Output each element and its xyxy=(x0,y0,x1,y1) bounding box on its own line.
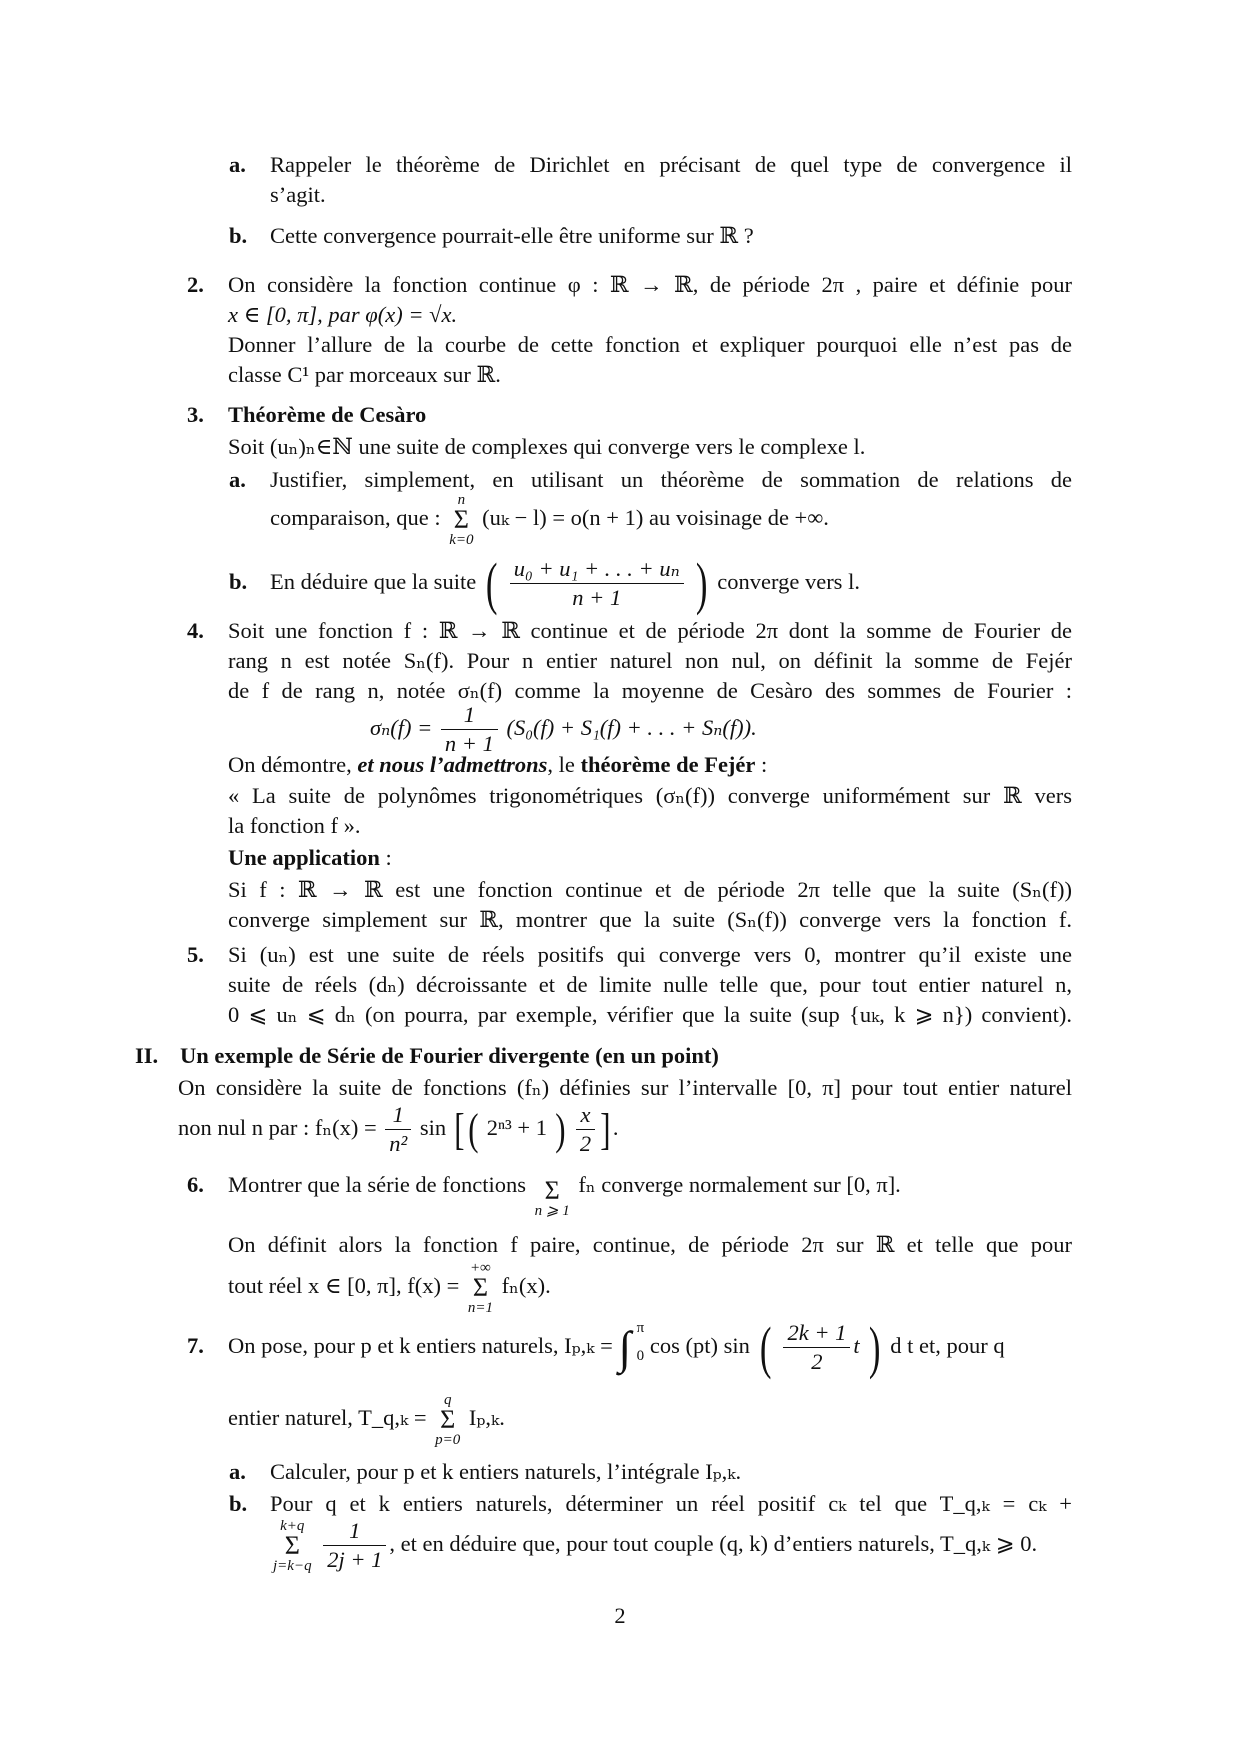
q3b-den: n + 1 xyxy=(572,585,622,611)
q7-frac-num: 2k + 1 xyxy=(783,1319,850,1348)
q7b-frac-den: 2j + 1 xyxy=(327,1547,383,1573)
section2-frac2-den: 2 xyxy=(579,1131,592,1157)
q7b-line2 xyxy=(270,1512,1037,1576)
q3b-line xyxy=(270,550,860,614)
q7-frac-t: t xyxy=(853,1333,860,1358)
q3b-pre: En déduire que la suite xyxy=(270,569,477,594)
section2-inner: 2ⁿ³ + 1 xyxy=(486,1115,547,1140)
q7-line2-post: Iₚ,ₖ. xyxy=(468,1405,505,1430)
q6-sum-bottom: n ⩾ 1 xyxy=(534,1202,570,1219)
q5-label: 5. xyxy=(187,942,204,967)
q3-label: 3. xyxy=(187,402,204,427)
q4-label: 4. xyxy=(187,618,204,643)
page-number: 2 xyxy=(614,1603,626,1628)
q7-sum-top: q xyxy=(443,1391,452,1408)
q1a-line2: s’agit. xyxy=(270,182,326,207)
left-paren-icon: ( xyxy=(468,1104,479,1154)
section2-sin: sin xyxy=(419,1115,447,1140)
section2-frac2-num: x xyxy=(576,1101,595,1130)
q6-def2-post: fₙ(x). xyxy=(501,1273,551,1298)
q4-adm-2: et nous l’admettrons xyxy=(357,752,548,777)
q4-line1: Soit une fonction f : ℝ → ℝ continue et de période 2π dont la somme de Fourier de xyxy=(228,618,1072,643)
q6-line xyxy=(228,1160,901,1219)
q6-def2-pre: tout réel x ∈ [0, π], f(x) = xyxy=(228,1273,460,1298)
q7b-line1: Pour q et k entiers naturels, déterminer un réel positif cₖ tel que T_q,ₖ = cₖ + xyxy=(270,1491,1072,1516)
q7-integrand: cos (pt) sin xyxy=(649,1333,750,1358)
q3b-fraction xyxy=(510,555,684,612)
q1b-text: Cette convergence pourrait-elle être uniforme sur ℝ ? xyxy=(270,223,754,248)
q4-formula-den: n + 1 xyxy=(444,731,494,757)
q6-pre: Montrer que la série de fonctions xyxy=(228,1172,527,1197)
q4-formula-num: 1 xyxy=(441,701,498,730)
q7-int-bottom: 0 xyxy=(636,1347,645,1364)
q4-app1: Si f : ℝ → ℝ est une fonction continue et de période 2π telle que la suite (Sₙ(f)) xyxy=(228,877,1072,902)
q2-label: 2. xyxy=(187,272,204,297)
section2-label: II. xyxy=(135,1043,159,1068)
left-paren-icon: ( xyxy=(759,1314,771,1380)
q1b-label: b. xyxy=(229,223,248,248)
q6-def2 xyxy=(228,1258,551,1316)
q7-int-limits xyxy=(637,1320,645,1376)
q7-frac-den: 2 xyxy=(811,1349,823,1375)
q5-line3: 0 ⩽ uₙ ⩽ dₙ (on pourra, par exemple, vérifier que la suite (sup {uₖ, k ⩾ n}) convient). xyxy=(228,1002,1072,1027)
q3b-post: converge vers l. xyxy=(717,569,860,594)
q1a-line1: Rappeler le théorème de Dirichlet en précisant de quel type de convergence il xyxy=(270,152,1072,177)
section2-line1: On considère la suite de fonctions (fₙ) définies sur l’intervalle [0, π] pour tout entier naturel xyxy=(178,1075,1072,1100)
q6-def2-bottom: n=1 xyxy=(467,1299,494,1316)
q1a-label: a. xyxy=(229,152,246,177)
sigma-icon: Σ xyxy=(453,505,469,534)
q7b-sum xyxy=(273,1518,312,1574)
integral-icon: ∫ xyxy=(618,1321,632,1373)
q4-quote2: la fonction f ». xyxy=(228,813,361,838)
q6-sum xyxy=(534,1175,570,1219)
q3a-sum-top: n xyxy=(457,492,466,508)
q7a-text: Calculer, pour p et k entiers naturels, l’intégrale Iₚ,ₖ. xyxy=(270,1459,742,1484)
q7b-frac xyxy=(323,1517,386,1574)
q6-post: fₙ converge normalement sur [0, π]. xyxy=(578,1172,901,1197)
q3a-line2-pre: comparaison, que : xyxy=(270,505,441,531)
q3a-line2 xyxy=(270,492,829,548)
q4-adm-1: On démontre, xyxy=(228,752,352,777)
section2-title: Un exemple de Série de Fourier divergente (en un point) xyxy=(180,1043,719,1068)
q7b-frac-num: 1 xyxy=(323,1517,386,1546)
sigma-icon: Σ xyxy=(440,1404,456,1434)
sigma-icon: Σ xyxy=(544,1175,560,1205)
right-paren-icon: ) xyxy=(696,550,708,616)
q7b-sum-top: k+q xyxy=(280,1517,305,1534)
section2-frac1-num: 1 xyxy=(385,1101,411,1130)
q6-def1: On définit alors la fonction f paire, continue, de période 2π sur ℝ et telle que pour xyxy=(228,1232,1072,1257)
q7-int-top: π xyxy=(636,1319,645,1336)
sigma-icon: Σ xyxy=(284,1530,300,1560)
q2-line4: classe C¹ par morceaux sur ℝ. xyxy=(228,362,501,387)
q7-label: 7. xyxy=(187,1333,204,1358)
q3a-sum xyxy=(449,492,473,548)
q7-sum-bottom: p=0 xyxy=(435,1431,461,1448)
right-paren-icon: ) xyxy=(554,1104,566,1154)
right-bracket-icon: ] xyxy=(600,1104,611,1154)
q7-sum xyxy=(435,1392,460,1448)
q7-frac xyxy=(783,1319,850,1376)
q7-line1 xyxy=(228,1314,1005,1378)
q6-label: 6. xyxy=(187,1172,204,1197)
section2-line2-pre: non nul n par : fₙ(x) = xyxy=(178,1115,377,1140)
left-paren-icon: ( xyxy=(485,550,498,616)
q7b-line2-post: , et en déduire que, pour tout couple (q, k) d’entiers naturels, T_q,ₖ ⩾ 0. xyxy=(389,1531,1038,1556)
q4-app2: converge simplement sur ℝ, montrer que la suite (Sₙ(f)) converge vers la fonction f. xyxy=(228,907,1072,932)
q4-formula-lhs: σₙ(f) = xyxy=(370,715,433,740)
q2-line2: x ∈ [0, π], par φ(x) = √x. xyxy=(228,302,458,327)
section2-line2 xyxy=(178,1098,618,1158)
q3a-line2-post: (uₖ − l) = o(n + 1) au voisinage de +∞. xyxy=(482,505,829,531)
q7-line2 xyxy=(228,1390,505,1448)
q7a-label: a. xyxy=(229,1459,246,1484)
q5-line1: Si (uₙ) est une suite de réels positifs qui converge vers 0, montrer qu’il existe une xyxy=(228,942,1072,967)
q4-line3: de f de rang n, notée σₙ(f) comme la moyenne de Cesàro des sommes de Fourier : xyxy=(228,678,1072,703)
q7b-sum-bottom: j=k−q xyxy=(273,1557,312,1574)
q4-adm-3: , le xyxy=(547,752,575,777)
sigma-icon: Σ xyxy=(472,1272,489,1302)
section2-line2-post: . xyxy=(612,1115,619,1140)
section2-frac1 xyxy=(385,1101,411,1158)
q4-admit-line xyxy=(228,750,767,780)
q4-adm-4: théorème de Fejér xyxy=(580,752,756,777)
section2-frac1-den: n² xyxy=(389,1131,408,1157)
q5-line2: suite de réels (dₙ) décroissante et de limite nulle telle que, pour tout entier naturel n, xyxy=(228,972,1072,997)
right-paren-icon: ) xyxy=(869,1314,881,1380)
q4-line2: rang n est notée Sₙ(f). Pour n entier naturel non nul, on définit la somme de Fejér xyxy=(228,648,1072,673)
q2-line3: Donner l’allure de la courbe de cette fonction et expliquer pourquoi elle n’est pas de xyxy=(228,332,1072,357)
q7-post: d t et, pour q xyxy=(890,1333,1005,1358)
q4-adm-5: : xyxy=(755,752,768,777)
section2-frac2 xyxy=(576,1101,595,1158)
q4-formula-rhs: (S₀(f) + S₁(f) + . . . + Sₙ(f)). xyxy=(506,715,757,740)
q3-title: Théorème de Cesàro xyxy=(228,402,427,427)
q4-app-title: Une application xyxy=(228,845,380,870)
q3a-label: a. xyxy=(229,467,246,492)
q4-app-colon: : xyxy=(379,845,392,870)
q3b-num: u₀ + u₁ + . . . + uₙ xyxy=(510,555,684,584)
q2-line1: On considère la fonction continue φ : ℝ → ℝ, de période 2π , paire et définie pour xyxy=(228,272,1072,297)
q7-line2-pre: entier naturel, T_q,ₖ = xyxy=(228,1405,427,1430)
q3a-line1: Justifier, simplement, en utilisant un théorème de sommation de relations de xyxy=(270,467,1072,492)
q3a-sum-bottom: k=0 xyxy=(449,532,474,548)
q4-app-title-line xyxy=(228,843,392,873)
q4-quote1: « La suite de polynômes trigonométriques (σₙ(f)) converge uniformément sur ℝ vers xyxy=(228,783,1072,808)
q3-intro: Soit (uₙ)ₙ∈ℕ une suite de complexes qui converge vers le complexe l. xyxy=(228,434,866,459)
q6-def2-sum xyxy=(468,1260,493,1316)
q3b-label: b. xyxy=(229,569,248,594)
q6-def2-top: +∞ xyxy=(470,1259,491,1276)
left-bracket-icon: [ xyxy=(453,1104,465,1154)
q7-pre: On pose, pour p et k entiers naturels, Iₚ,ₖ = xyxy=(228,1333,613,1358)
q7b-label: b. xyxy=(229,1491,248,1516)
